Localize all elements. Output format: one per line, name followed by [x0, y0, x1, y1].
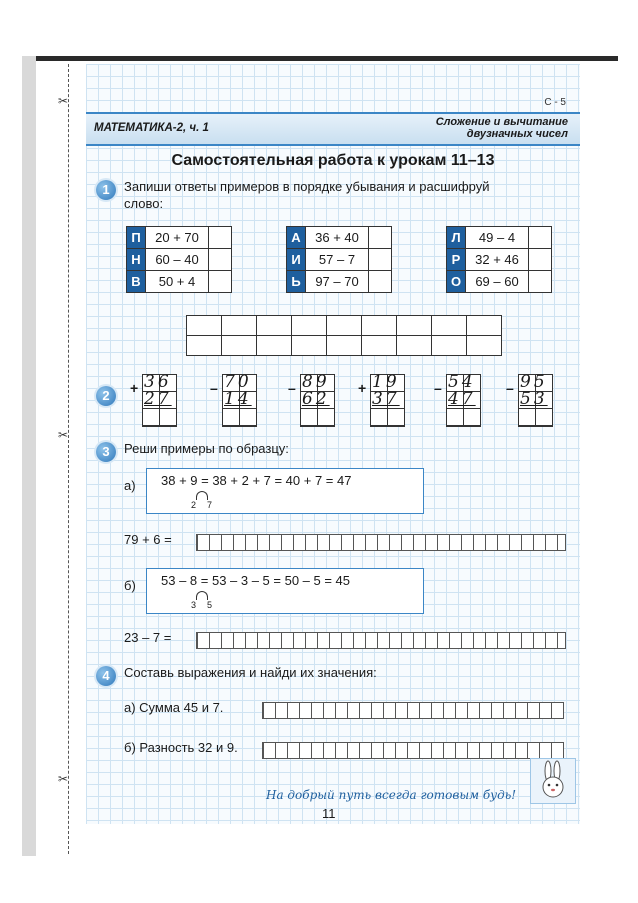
- part-b-label: б): [124, 578, 136, 593]
- rabbit-icon: [530, 758, 576, 804]
- answer-line[interactable]: [196, 632, 566, 649]
- decode-cell[interactable]: [467, 316, 502, 336]
- answer-cell[interactable]: [369, 227, 392, 249]
- answer-cell[interactable]: [209, 249, 232, 271]
- answer-line[interactable]: [262, 702, 564, 719]
- answer-cell[interactable]: [529, 249, 552, 271]
- sample-box-a: 38 + 9 = 38 + 2 + 7 = 40 + 7 = 47 2 7: [146, 468, 424, 514]
- page-number: 11: [322, 806, 336, 821]
- decode-word-grid: [186, 315, 502, 356]
- decode-cell[interactable]: [362, 316, 397, 336]
- decode-cell[interactable]: [222, 316, 257, 336]
- answer-cell[interactable]: [369, 271, 392, 293]
- split-mark: [196, 491, 208, 500]
- decode-cell[interactable]: [257, 336, 292, 356]
- worksheet-page: [86, 64, 580, 824]
- scan-edge-left: [22, 56, 36, 856]
- task4-a: а) Сумма 45 и 7.: [124, 700, 224, 715]
- answer-line[interactable]: [262, 742, 564, 759]
- task-number-1: 1: [96, 180, 116, 200]
- task3-text: Реши примеры по образцу:: [124, 441, 289, 456]
- answer-line[interactable]: [196, 534, 566, 551]
- part-a-label: а): [124, 478, 136, 493]
- scissors-icon: ✂: [58, 772, 69, 786]
- answer-cell[interactable]: [209, 271, 232, 293]
- page-title: Самостоятельная работа к урокам 11–13: [171, 152, 495, 169]
- sample-expression: 53 – 8 = 53 – 3 – 5 = 50 – 5 = 45: [161, 573, 351, 588]
- task-number-3: 3: [96, 442, 116, 462]
- decode-cell[interactable]: [397, 316, 432, 336]
- cut-line: [68, 64, 69, 854]
- expression-table-3: Л 49 – 4 Р 32 + 46 О 69 – 60: [446, 226, 552, 293]
- answer-cell[interactable]: [529, 227, 552, 249]
- split-mark: [196, 591, 208, 600]
- page-code: С - 5: [544, 97, 566, 108]
- decode-cell[interactable]: [467, 336, 502, 356]
- column-example: + 36 27: [142, 374, 182, 426]
- expression-table-2: А 36 + 40 И 57 – 7 Ь 97 – 70: [286, 226, 392, 293]
- sample-box-b: 53 – 8 = 53 – 3 – 5 = 50 – 5 = 45 3 5: [146, 568, 424, 614]
- decode-cell[interactable]: [432, 316, 467, 336]
- decode-cell[interactable]: [292, 336, 327, 356]
- expression-table-1: П 20 + 70 Н 60 – 40 В 50 + 4: [126, 226, 232, 293]
- decode-cell[interactable]: [397, 336, 432, 356]
- decode-cell[interactable]: [327, 336, 362, 356]
- column-example: – 54 47: [446, 374, 486, 426]
- decode-cell[interactable]: [187, 336, 222, 356]
- decode-cell[interactable]: [327, 316, 362, 336]
- header-band: [86, 112, 580, 146]
- task-number-4: 4: [96, 666, 116, 686]
- task1-text: Запиши ответы примеров в порядке убывания и расшифруй слово:: [124, 179, 490, 211]
- decode-cell[interactable]: [432, 336, 467, 356]
- task-number-2: 2: [96, 386, 116, 406]
- decode-cell[interactable]: [362, 336, 397, 356]
- task4-text: Составь выражения и найди их значения:: [124, 665, 377, 680]
- task3-b-expression: 23 – 7 =: [124, 630, 172, 645]
- scissors-icon: ✂: [58, 94, 69, 108]
- answer-cell[interactable]: [209, 227, 232, 249]
- sample-expression: 38 + 9 = 38 + 2 + 7 = 40 + 7 = 47: [161, 473, 352, 488]
- decode-cell[interactable]: [187, 316, 222, 336]
- book-title: МАТЕМАТИКА-2, ч. 1: [94, 122, 209, 134]
- scan-edge-top: [22, 56, 618, 61]
- column-example: – 89 62: [300, 374, 340, 426]
- decode-cell[interactable]: [292, 316, 327, 336]
- decode-cell[interactable]: [222, 336, 257, 356]
- column-example: + 19 37: [370, 374, 410, 426]
- motto: На добрый путь всегда готовым будь!: [266, 788, 517, 802]
- column-example: – 70 14: [222, 374, 262, 426]
- task3-a-expression: 79 + 6 =: [124, 532, 172, 547]
- scissors-icon: ✂: [58, 428, 69, 442]
- task4-b: б) Разность 32 и 9.: [124, 740, 238, 755]
- topic-title: Сложение и вычитание двузначных чисел: [435, 116, 568, 140]
- answer-cell[interactable]: [369, 249, 392, 271]
- answer-cell[interactable]: [529, 271, 552, 293]
- column-example: – 95 53: [518, 374, 558, 426]
- decode-cell[interactable]: [257, 316, 292, 336]
